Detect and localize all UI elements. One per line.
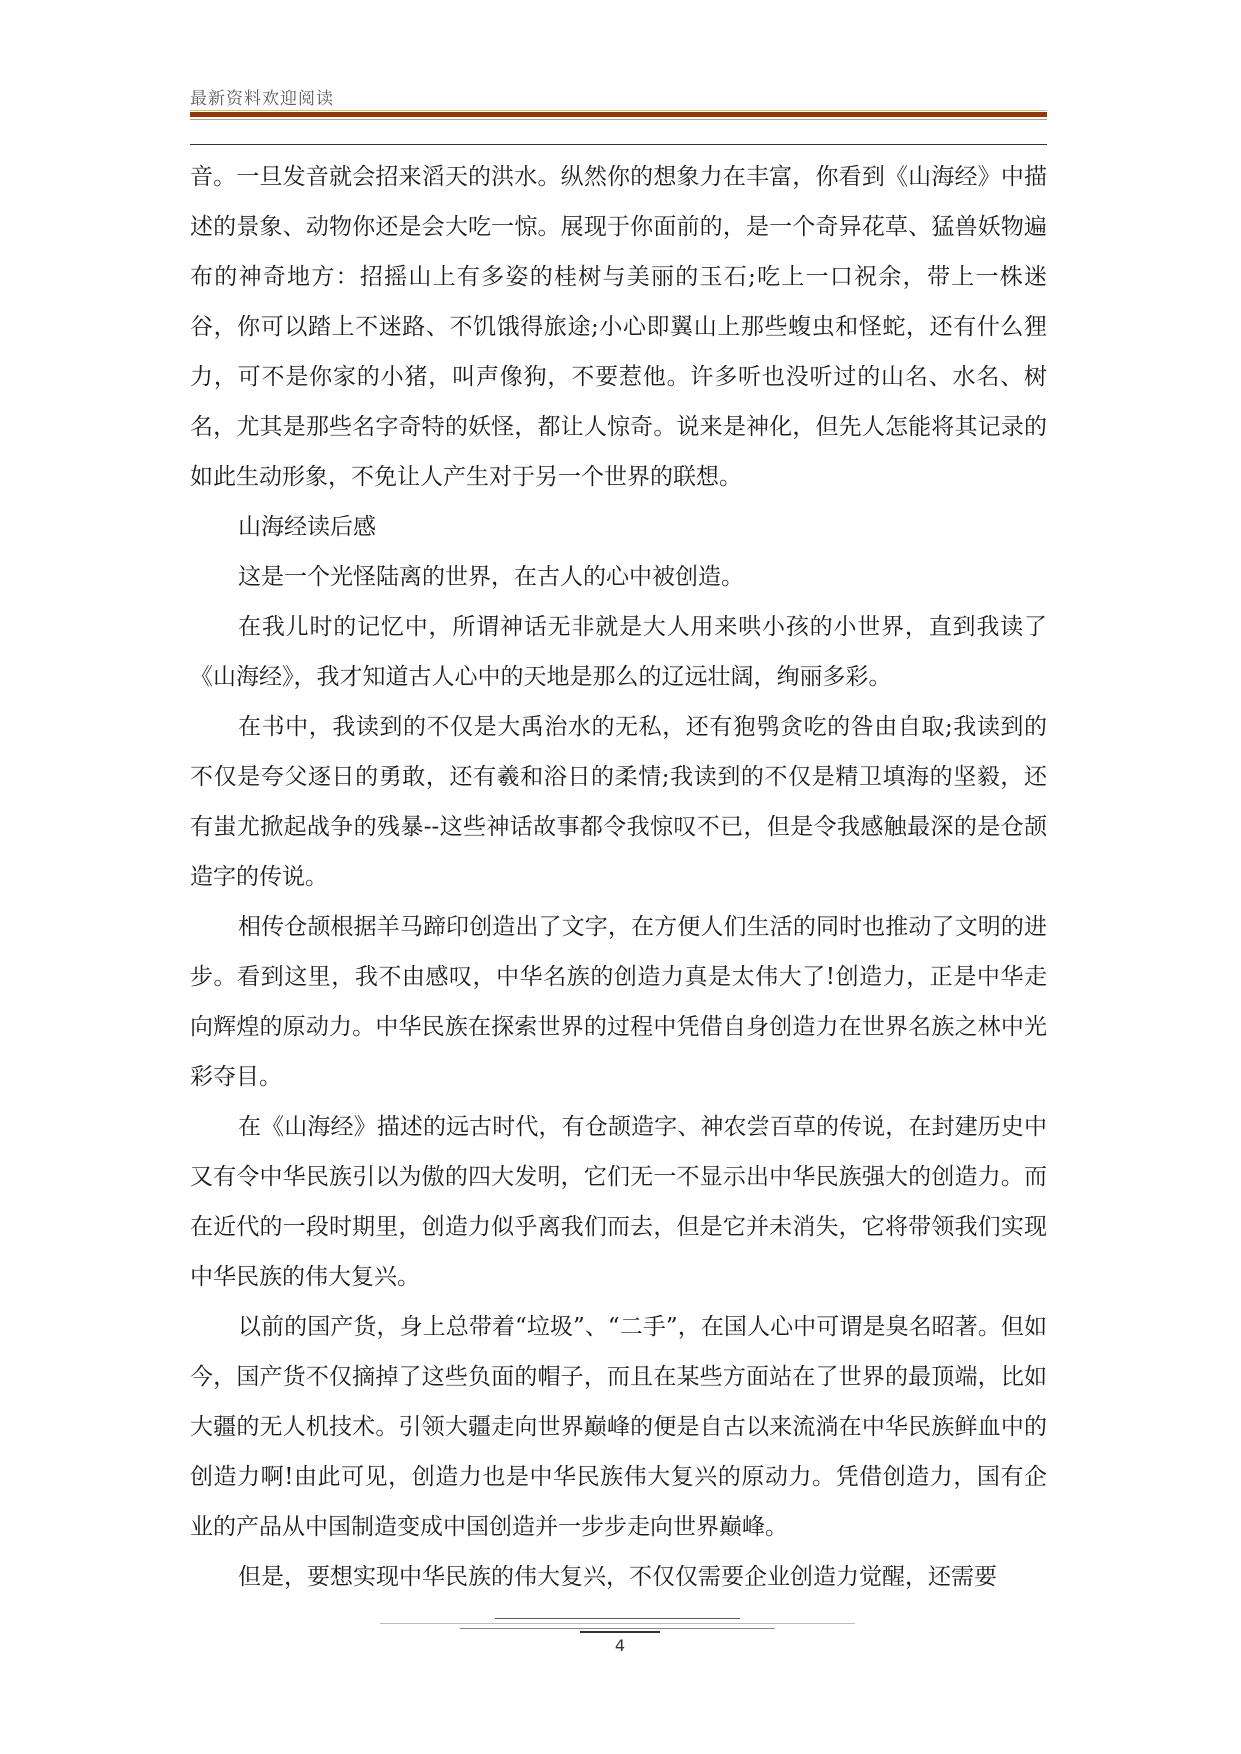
paragraph: 相传仓颉根据羊马蹄印创造出了文字，在方便人们生活的同时也推动了文明的进步。看到这里，我不由感叹，中华名族的创造力真是太伟大了!创造力，正是中华走向辉煌的原动力。中华民族在探索世界的过程中凭借自身创造力在世界名族之林中光彩夺目。: [190, 914, 1047, 1090]
footer-rule: [580, 1631, 660, 1633]
footer-rule: [380, 1623, 855, 1624]
header-rule-thick: [190, 112, 1047, 117]
header-rule-bottom: [190, 119, 1047, 120]
header-title: 最新资料欢迎阅读: [190, 89, 334, 109]
paragraph: 在书中，我读到的不仅是大禹治水的无私，还有狍鸮贪吃的咎由自取;我读到的不仅是夸父逐日的勇敢，还有羲和浴日的柔情;我读到的不仅是精卫填海的坚毅，还有蚩尤掀起战争的残暴--这些神话故事都令我惊叹不已，但是令我感触最深的是仓颉造字的传说。: [190, 714, 1047, 890]
paragraph: 以前的国产货，身上总带着“垃圾”、“二手”，在国人心中可谓是臭名昭著。但如今，国产货不仅摘掉了这些负面的帽子，而且在某些方面站在了世界的最顶端，比如大疆的无人机技术。引领大疆走向世界巅峰的便是自古以来流淌在中华民族鲜血中的创造力啊!由此可见，创造力也是中华民族伟大复兴的原动力。凭借创造力，国有企业的产品从中国制造变成中国创造并一步步走向世界巅峰。: [190, 1314, 1047, 1540]
paragraph: 这是一个光怪陆离的世界，在古人的心中被创造。: [238, 564, 744, 590]
body-text: [190, 152, 1047, 1602]
section-heading: 山海经读后感: [238, 514, 376, 540]
body-top-rule: [190, 144, 1047, 145]
paragraph: 但是，要想实现中华民族的伟大复兴，不仅仅需要企业创造力觉醒，还需要: [238, 1564, 997, 1590]
footer-rule: [460, 1628, 775, 1629]
paragraph: 音。一旦发音就会招来滔天的洪水。纵然你的想象力在丰富，你看到《山海经》中描述的景象、动物你还是会大吃一惊。展现于你面前的，是一个奇异花草、猛兽妖物遍布的神奇地方：招摇山上有多姿的桂树与美丽的玉石;吃上一口祝余，带上一株迷谷，你可以踏上不迷路、不饥饿得旅途;小心即翼山上那些蝮虫和怪蛇，还有什么狸力，可不是你家的小猪，叫声像狗，不要惹他。许多听也没听过的山名、水名、树名，尤其是那些名字奇特的妖怪，都让人惊奇。说来是神化，但先人怎能将其记录的如此生动形象，不免让人产生对于另一个世界的联想。: [190, 164, 1047, 490]
paragraph: 在《山海经》描述的远古时代，有仓颉造字、神农尝百草的传说，在封建历史中又有令中华民族引以为傲的四大发明，它们无一不显示出中华民族强大的创造力。而在近代的一段时期里，创造力似乎离我们而去，但是它并未消失，它将带领我们实现中华民族的伟大复兴。: [190, 1114, 1047, 1290]
footer-rule: [495, 1618, 740, 1619]
header-rule-top: [190, 110, 1047, 111]
page-number: 4: [614, 1636, 626, 1655]
paragraph: 在我儿时的记忆中，所谓神话无非就是大人用来哄小孩的小世界，直到我读了《山海经》，我才知道古人心中的天地是那么的辽远壮阔，绚丽多彩。: [190, 614, 1047, 690]
